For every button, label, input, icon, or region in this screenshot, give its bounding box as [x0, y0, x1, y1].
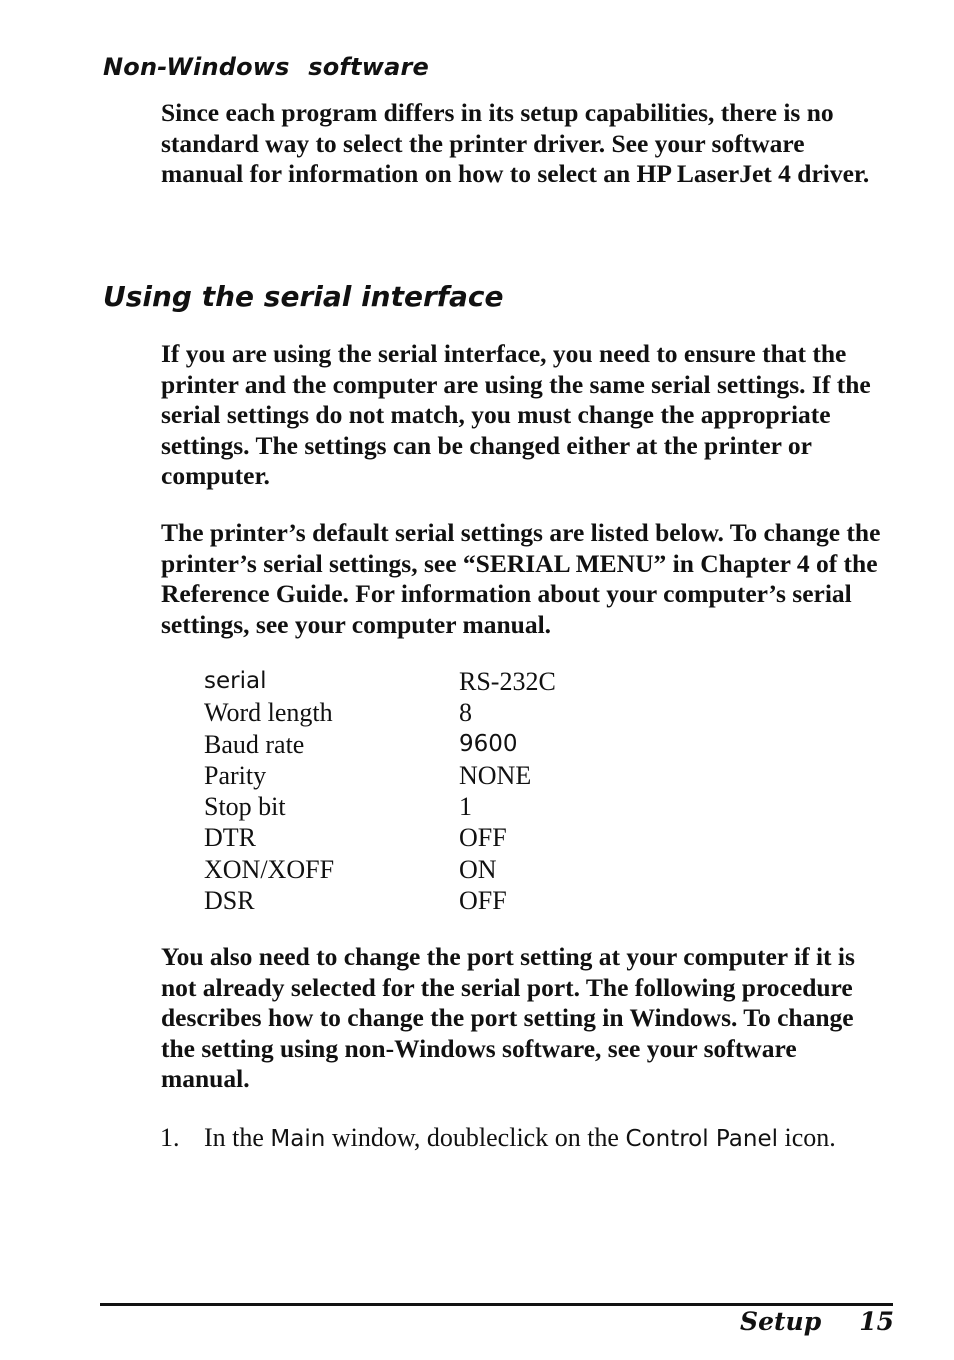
paragraph-port-setting: You also need to change the port setting at your computer if it is not already selected for the serial port. The following procedure describes how to change the port setting in Windows. To change the setting using non-Windows software, see your software manual.: [161, 942, 855, 1093]
setting-label: Baud rate: [204, 729, 305, 759]
section-heading-non-windows: Non-Windows software: [103, 53, 429, 81]
settings-row: [204, 760, 556, 791]
paragraph-serial-defaults: The printer’s default serial settings are listed below. To change the printer’s serial settings, see “SERIAL MENU” in Chapter 4 of the Reference Guide. For information about your computer’s serial settings, see your computer manual.: [161, 518, 881, 639]
page-number: 15: [859, 1307, 894, 1336]
footer-section-name: Setup: [740, 1307, 822, 1336]
step-text-part: icon.: [777, 1123, 836, 1152]
step-text-part: In the: [204, 1123, 271, 1152]
setting-value: 1: [459, 792, 472, 822]
settings-row: [204, 729, 556, 760]
setting-label: Word length: [204, 698, 333, 728]
setting-value: RS-232C: [459, 667, 556, 696]
settings-row: [204, 822, 556, 853]
settings-row: [204, 854, 556, 885]
settings-row: [204, 666, 556, 697]
setting-label: XON/XOFF: [204, 854, 335, 884]
setting-label: DSR: [204, 886, 255, 916]
paragraph-serial-intro: If you are using the serial interface, you need to ensure that the printer and the computer are using the same serial settings. If the serial settings do not match, you must change the appropriate settings. The settings can be changed either at the printer or computer.: [161, 339, 871, 490]
setting-label: DTR: [204, 823, 256, 853]
step-number: 1.: [160, 1123, 180, 1152]
ui-reference-control-panel: Control Panel: [625, 1126, 778, 1152]
settings-row: [204, 697, 556, 728]
paragraph-non-windows: Since each program differs in its setup capabilities, there is no standard way to select the printer driver. See your software manual for information on how to select an HP LaserJet 4 driver.: [161, 98, 870, 188]
settings-row: [204, 791, 556, 822]
serial-settings-table: [204, 666, 556, 916]
setting-value: OFF: [459, 823, 507, 853]
setting-label: Stop bit: [204, 792, 286, 822]
settings-row: [204, 885, 556, 916]
setting-value: 9600: [459, 730, 518, 757]
setting-label: serial: [204, 668, 267, 694]
page-footer: [740, 1307, 894, 1336]
step-text-part: window, doubleclick on the: [325, 1123, 626, 1152]
step-text: [204, 1122, 836, 1155]
procedure-step-1: [160, 1122, 880, 1155]
footer-rule: [100, 1303, 893, 1306]
setting-label: Parity: [204, 760, 267, 790]
setting-value: 8: [459, 698, 472, 728]
section-heading-serial: Using the serial interface: [103, 280, 504, 313]
setting-value: OFF: [459, 886, 507, 916]
ui-reference-main: Main: [270, 1126, 326, 1152]
setting-value: NONE: [459, 760, 532, 790]
setting-value: ON: [459, 854, 497, 884]
